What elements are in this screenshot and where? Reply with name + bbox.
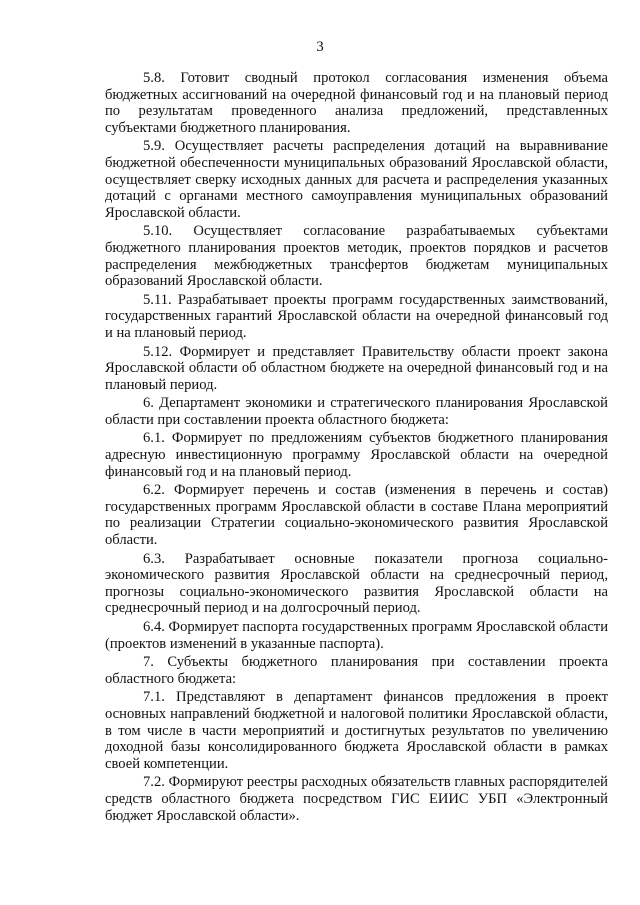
paragraph-5-10: 5.10. Осуществляет согласование разрабатываемых субъектами бюджетного планирования проектов методик, проектов порядков и расчетов распределения межбюджетных трансфертов бюджетам муниципальных образований Ярославской области. [105,223,608,290]
paragraph-6-3: 6.3. Разрабатывает основные показатели прогноза социально-экономического развития Ярославской области на среднесрочный период, прогнозы социально-экономического развития Ярославской области на среднесрочный период и на долгосрочный период. [105,550,608,617]
paragraph-5-8: 5.8. Готовит сводный протокол согласования изменения объема бюджетных ассигнований на очередной финансовый год и на плановый период по результатам проведенного анализа предложений, представленных субъектами бюджетного планирования. [105,70,608,136]
document-body [105,70,608,826]
paragraph-7: 7. Субъекты бюджетного планирования при составлении проекта областного бюджета: [105,654,608,687]
page-number: 3 [316,39,324,55]
paragraph-6-1: 6.1. Формирует по предложениям субъектов бюджетного планирования адресную инвестиционную программу Ярославской области на очередной финансовый год и на плановый период. [105,430,608,480]
paragraph-7-2: 7.2. Формируют реестры расходных обязательств главных распорядителей средств областного бюджета посредством ГИС ЕИИС УБП «Электронный бюджет Ярославской области». [105,774,608,824]
paragraph-5-9: 5.9. Осуществляет расчеты распределения дотаций на выравнивание бюджетной обеспеченности муниципальных образований Ярославской области, осуществляет сверку исходных данных для расчета и распределения указанных дотаций с органами местного самоуправления муниципальных образований Ярославской области. [105,138,608,221]
paragraph-6: 6. Департамент экономики и стратегического планирования Ярославской области при составлении проекта областного бюджета: [105,395,608,428]
paragraph-6-4: 6.4. Формирует паспорта государственных программ Ярославской области (проектов изменений в указанные паспорта). [105,619,608,652]
paragraph-7-1: 7.1. Представляют в департамент финансов предложения в проект основных направлений бюджетной и налоговой политики Ярославской области, в том числе в части мероприятий и достигнутых результатов по увеличению доходной базы консолидированного бюджета Ярославской области в рамках своей компетенции. [105,689,608,772]
paragraph-6-2: 6.2. Формирует перечень и состав (изменения в перечень и состав) государственных программ Ярославской области в составе Плана мероприятий по реализации Стратегии социально-экономического развития Ярославской области. [105,482,608,549]
paragraph-5-12: 5.12. Формирует и представляет Правительству области проект закона Ярославской области об областном бюджете на очередной финансовый год и на плановый период. [105,343,608,393]
paragraph-5-11: 5.11. Разрабатывает проекты программ государственных заимствований, государственных гарантий Ярославской области на очередной финансовый год и на плановый период. [105,291,608,341]
